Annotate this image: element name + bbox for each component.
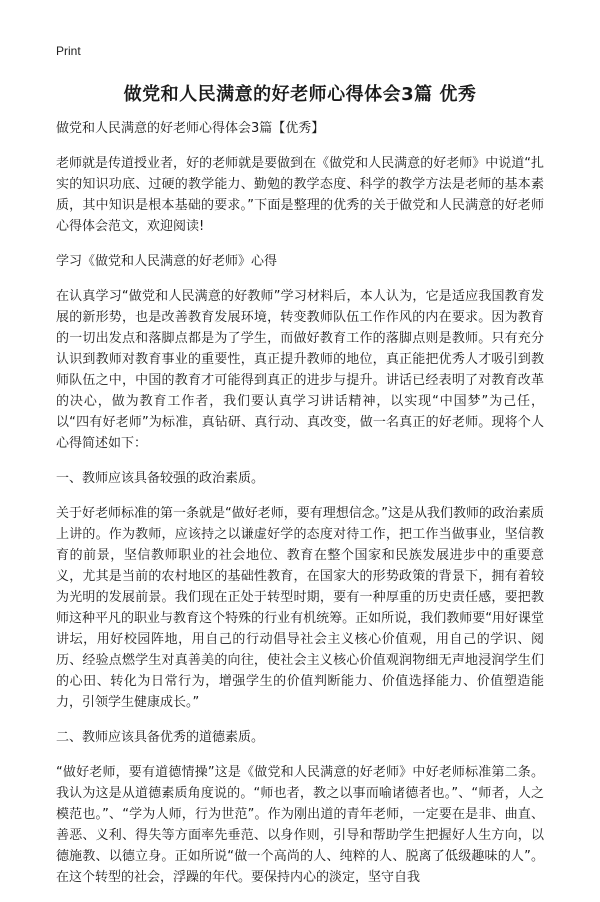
body-paragraph: 关于好老师标准的第一条就是“做好老师，要有理想信念。”这是从我们教师的政治素质上讲的。作为教师，应该持之以谦虚好学的态度对待工作，把工作当做事业，坚信教育的前景，坚信教师职业的社会地位、教育在整个国家和民族发展进步中的重要意义，尤其是当前的农村地区的基础性教育，在国家大的形势政策的背景下，拥有着较为光明的发展前景。我们现在正处于转型时期，要有一种厚重的历史责任感，要把教师这种平凡的职业与教育这个特殊的行业有机统筹。正如所说，我们教师要“用好课堂讲坛，用好校园阵地，用自己的行动倡导社会主义核心价值观，用自己的学识、阅历、经验点燃学生对真善美的向往，使社会主义核心价值观润物细无声地浸润学生们的心田、转化为日常行为，增强学生的价值判断能力、价值选择能力、价值塑造能力，引领学生健康成长。” [56, 506, 544, 710]
page-title: 做党和人民满意的好老师心得体会3篇 优秀 [123, 84, 477, 105]
article-subtitle: 做党和人民满意的好老师心得体会3篇【优秀】 [56, 121, 325, 136]
section-heading: 二、教师应该具备优秀的道德素质。 [56, 730, 265, 745]
body-paragraph: “做好老师，要有道德情操”这是《做党和人民满意的好老师》中好老师标准第二条。我认为这是从道德素质角度说的。“师也者，教之以事而喻诸德者也。”、“师者，人之模范也。”、“学为人师，行为世范”。作为刚出道的青年老师，一定要在是非、曲直、善恶、义利、得失等方面率先垂范、以身作则，引导和帮助学生把握好人生方向，以德施教、以德立身。正如所说“做一个高尚的人、纯粹的人、脱离了低级趣味的人”。在这个转型的社会，浮躁的年代。要保持内心的淡定，坚守自我 [56, 765, 544, 885]
body-paragraph: 在认真学习“做党和人民满意的好教师”学习材料后，本人认为，它是适应我国教育发展的新形势，也是改善教育发展环境，转变教师队伍工作作风的内在要求。因为教育的一切出发点和落脚点都是为了学生，而做好教育工作的落脚点则是教师。只有充分认识到教师对教育事业的重要性，真正提升教师的地位，真正能把优秀人才吸引到教师队伍之中，中国的教育才可能得到真正的进步与提升。讲话已经表明了对教育改革的决心，做为教育工作者，我们要认真学习讲话精神，以实现“中国梦”为己任，以“四有好老师”为标准，真钻研、真行动、真改变，做一名真正的好老师。现将个人心得简述如下： [56, 289, 544, 451]
intro-paragraph: 老师就是传道授业者，好的老师就是要做到在《做党和人民满意的好老师》中说道“扎实的知识功底、过硬的教学能力、勤勉的教学态度、科学的教学方法是老师的基本素质，其中知识是根本基础的要求。”下面是整理的优秀的关于做党和人民满意的好老师心得体会范文，欢迎阅读! [56, 156, 544, 234]
section-title: 学习《做党和人民满意的好老师》心得 [56, 254, 278, 269]
print-link[interactable]: Print [56, 44, 81, 58]
article-body [56, 118, 544, 902]
section-heading: 一、教师应该具备较强的政治素质。 [56, 471, 265, 486]
